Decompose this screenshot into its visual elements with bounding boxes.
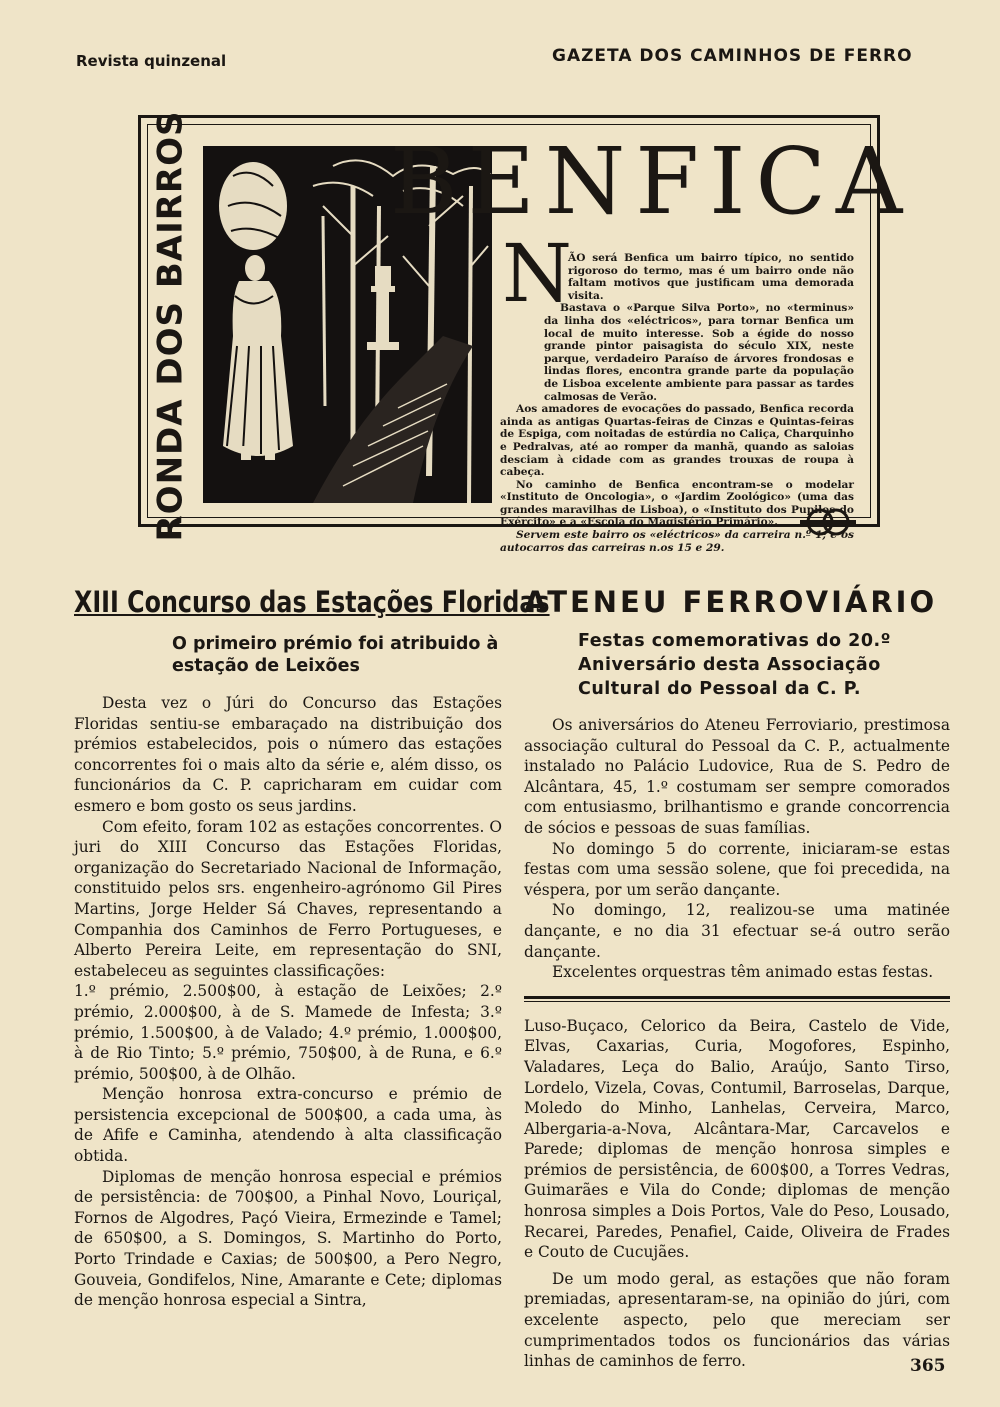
column-divider-rule xyxy=(524,996,950,1002)
continuation-paragraph: Luso-Buçaco, Celorico da Beira, Castelo de Vide, Elvas, Caxarias, Curia, Mogofores, Espinho, Valadares, Leça do Balio, Araújo, Santo Tirso, Lordelo, Vizela, Covas, Contumil, Barroselas, Darque, Moledo do Minho, Lanhelas, Cerveira, Marco, Albergaria-a-Nova, Alcântara-Mar, Carcavelos e Parede; diplomas de menção honrosa simples e prémios de persistência, de 600$00, a Torres Vedras, Guimarães e Vila do Conde; diplomas de menção honrosa simples a Dois Portos, Vale do Peso, Lousado, Recarei, Paredes, Penafiel, Caide, Oliveira de Frades e Couto de Cucujães. xyxy=(524,1016,950,1262)
article-left-paragraph: Menção honrosa extra-concurso e prémio de persistencia excepcional de 500$00, a cada uma, às de Afife e Caminha, atendendo à alta classificação obtida. xyxy=(74,1085,502,1166)
article-estacoes-floridas xyxy=(74,585,550,1311)
feature-dropcap: N xyxy=(502,227,572,320)
article-left-paragraph: Diplomas de menção honrosa especial e prémios de persistência: de 700$00, a Pinhal Novo, Louriçal, Fornos de Algodres, Paçó Vieira, Ermezinde e Tamel; de 650$00, a S. Domingos, S. Martinho do Porto, Porto Trindade e Caxias; de 500$00, a Pero Negro, Gouveia, Gondifelos, Nine, Amarante e Cete; diplomas de menção honrosa especial a Sintra, xyxy=(74,1167,502,1310)
article-left-paragraph: Desta vez o Júri do Concurso das Estações Floridas sentiu-se embaraçado na distribuição dos prémios estabelecidos, pois o número das estações concorrentes foi o mais alto da série e, além disso, os funcionários da C. P. capricharam em cuidar com esmero e bom gosto os seus jardins. xyxy=(74,694,502,815)
article-left-paragraph: 1.º prémio, 2.500$00, à estação de Leixões; 2.º prémio, 2.000$00, à de S. Mamede de Infesta; 3.º prémio, 1.500$00, à de Valado; 4.º prémio, 1.000$00, à de Rio Tinto; 5.º prémio, 750$00, à de Runa, e 6.º prémio, 500$00, à de Olhão. xyxy=(74,982,502,1083)
feature-paragraph: Servem este bairro os «eléctricos» da carreira n.º 1; e os autocarros das carreiras n.os 15 e 29. xyxy=(500,529,854,554)
article-ateneu-ferroviario xyxy=(524,585,950,1372)
article-right-subhead-line: Festas comemorativas do 20.º xyxy=(578,631,892,651)
article-right-subhead-line: Aniversário desta Associação xyxy=(578,655,881,675)
article-left-paragraph: Com efeito, foram 102 as estações concorrentes. O juri do XIII Concurso das Estações Floridas, organização do Secretariado Nacional de Informação, constituido pelos srs. engenheiro-agrónomo Gil Pires Martins, Jorge Helder Sá Chaves, representando a Companhia dos Caminhos de Ferro Portugueses, e Alberto Pereira Leite, em representação do SNI, estabeleceu as seguintes classificações: xyxy=(74,817,502,980)
cp-logo-icon xyxy=(800,506,856,538)
continuation-body xyxy=(524,1016,950,1372)
article-right-paragraph: No domingo, 12, realizou-se uma matinée dançante, e no dia 31 efectuar se-á outro serão dançante. xyxy=(524,901,950,961)
article-right-subhead xyxy=(578,629,950,701)
article-right-paragraph: Excelentes orquestras têm animado estas festas. xyxy=(552,963,934,982)
article-left-subhead: O primeiro prémio foi atribuido à estação de Leixões xyxy=(172,634,499,676)
feature-title: BENFICA xyxy=(390,128,913,235)
page-number: 365 xyxy=(910,1356,946,1376)
article-right-body xyxy=(524,715,950,983)
running-head-right: GAZETA DOS CAMINHOS DE FERRO xyxy=(552,46,913,66)
feature-vertical-title xyxy=(142,110,198,542)
article-right-headline: ATENEU FERROVIÁRIO xyxy=(524,585,938,619)
article-right-subhead-line: Cultural do Pessoal da C. P. xyxy=(578,679,862,699)
article-right-paragraph: Os aniversários do Ateneu Ferroviario, prestimosa associação cultural do Pessoal da C. P., actualmente instalado no Palácio Ludovice, Rua de S. Pedro de Alcântara, 45, 1.º costumam ser sempre comorados com entusiasmo, brilhantismo e grande concorrencia de sócios e pessoas de suas famílias. xyxy=(524,716,950,837)
feature-paragraph: Bastava o «Parque Silva Porto», no «terminus» da linha dos «eléctricos», para tornar Benfica um local de muito interesse. Sob a égide do nosso grande pintor paisagista do século XIX, neste parque, verdadeiro Paraíso de árvores frondosas e lindas flores, encontra grande parte da população de Lisboa excelente ambiente para passar as tardes calmosas de Verão. xyxy=(544,302,854,403)
feature-paragraph: No caminho de Benfica encontram-se o modelar «Instituto de Oncologia», o «Jardim Zoológico» (uma das grandes maravilhas de Lisboa), o «Instituto dos Pupilos do Exército» e a «Escola do Magistério Primário». xyxy=(500,478,854,529)
running-head-left: Revista quinzenal xyxy=(76,52,227,70)
article-right-paragraph: No domingo 5 do corrente, iniciaram-se estas festas com uma sessão solene, que foi precedida, na véspera, por um serão dançante. xyxy=(524,839,950,899)
feature-paragraph: ÃO será Benfica um bairro típico, no sentido rigoroso do termo, mas é um bairro onde não faltam motivos que justificam uma demorada visita. xyxy=(568,252,854,302)
continuation-paragraph: De um modo geral, as estações que não foram premiadas, apresentaram-se, na opinião do júri, com excelente aspecto, pelo que mereciam ser cumprimentados todos os funcionários das várias linhas de caminhos de ferro. xyxy=(524,1269,950,1371)
article-left-headline: XIII Concurso das Estações Floridas xyxy=(74,585,550,619)
feature-paragraph: Aos amadores de evocações do passado, Benfica recorda ainda as antigas Quartas-feiras de Cinzas e Quintas-feiras de Espiga, com noitadas de estúrdia no Caliça, Charquinho e Pedralvas, até ao romper da manhã, quando as saloias desciam à cidade com as grandes trouxas de roupa à cabeça. xyxy=(500,403,854,479)
article-left-body xyxy=(74,693,502,1311)
feature-vertical-title-text: RONDA DOS BAIRROS xyxy=(150,110,190,542)
